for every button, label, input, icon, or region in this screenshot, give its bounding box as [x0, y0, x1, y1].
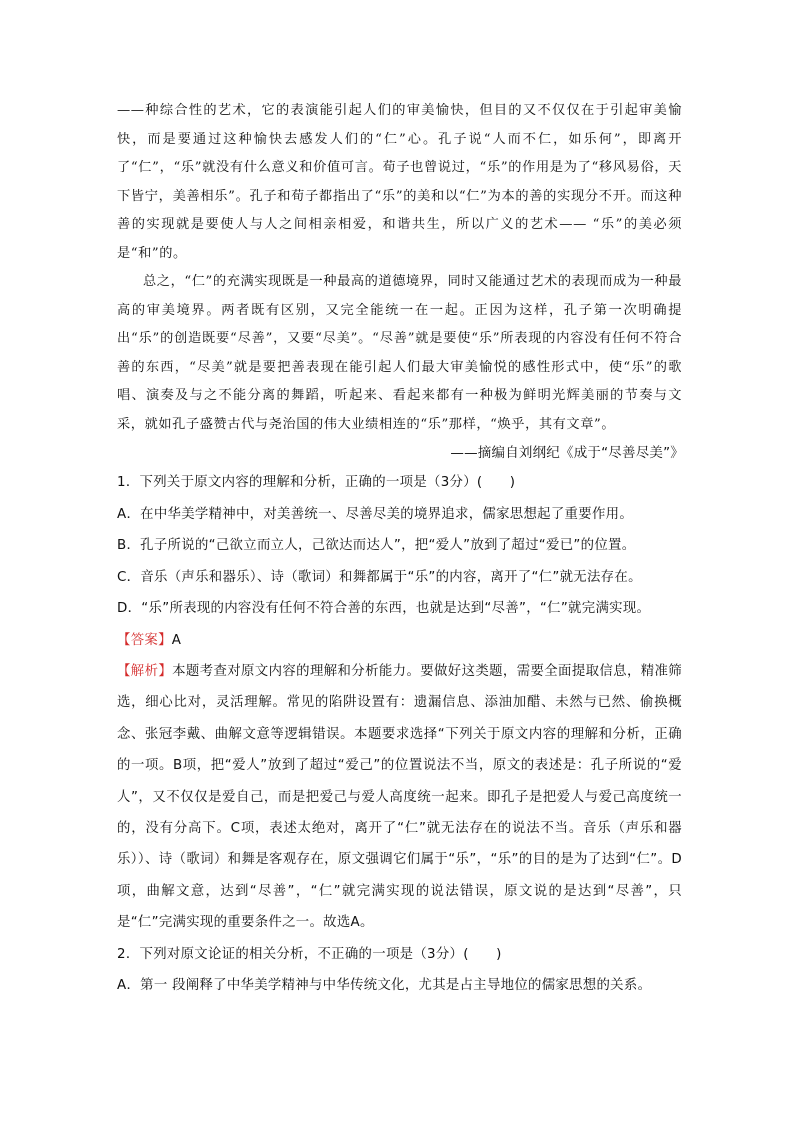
question-2-option-a: A．第一 段阐释了中华美学精神与中华传统文化，尤其是占主导地位的儒家思想的关系。: [117, 978, 652, 994]
question-1-option-a: A．在中华美学精神中，对美善统一、尽善尽美的境界追求，儒家思想起了重要作用。: [117, 506, 634, 522]
passage: [117, 97, 682, 467]
passage-paragraph-1: ——种综合性的艺术，它的表演能引起人们的审美愉快，但目的又不仅仅在于引起审美愉快，而是要通过这种愉快去感发人们的“仁”心。孔子说“人而不仁，如乐何”，即离开了“仁”，“乐”就没有什么意义和价值可言。荀子也曾说过，“乐”的作用是为了“移风易俗，天下皆宁，美善相乐”。孔子和荀子都指出了“乐”的美和以“仁”为本的善的实现分不开。而这种善的实现就是要使人与人之间相亲相爱，和谐共生，所以广义的艺术—— “乐”的美必须是“和”的。: [117, 103, 682, 261]
analysis-tag: 【解析】: [117, 664, 173, 679]
question-1: [117, 467, 682, 939]
question-2: [117, 939, 682, 1002]
question-1-analysis: [117, 656, 682, 939]
passage-paragraph-2: 总之，“仁”的充满实现既是一种最高的道德境界，同时又能通过艺术的表现而成为一种最高的审美境界。两者既有区别，又完全能统一在一起。正因为这样，孔子第一次明确提出“乐”的创造既要“尽善”，又要“尽美”。“尽善”就是要使“乐”所表现的内容没有任何不符合善的东西，“尽美”就是要把善表现在能引起人们最大审美愉悦的感性形式中，使“乐”的歌唱、演奏及与之不能分离的舞蹈，听起来、看起来都有一种极为鲜明光辉美丽的节奏与文采，就如孔子盛赞古代与尧治国的伟大业绩相连的“乐”那样，“焕乎，其有文章”。: [117, 274, 682, 432]
answer-tag: 【答案】: [117, 632, 172, 648]
question-1-option-d: D．“乐”所表现的内容没有任何不符合善的东西，也就是达到“尽善”，“仁”就完满实现。: [117, 601, 651, 616]
question-2-stem: 2．下列对原文论证的相关分析，不正确的一项是（3分）( ): [117, 946, 502, 962]
passage-attribution: ——摘编自刘纲纪《成于“尽善尽美”》: [450, 445, 684, 461]
answer-value: A: [171, 632, 182, 648]
page-content: [117, 97, 682, 1002]
question-1-option-c: C．音乐（声乐和器乐）、诗（歌词）和舞都属于“乐”的内容，离开了“仁”就无法存在。: [117, 569, 642, 585]
analysis-text: 本题考查对原文内容的理解和分析能力。要做好这类题，需要全面提取信息，精准筛选，细心比对，灵活理解。常见的陷阱设置有：遗漏信息、添油加醋、未然与已然、偷换概念、张冠李戴、曲解文意等逻辑错误。本题要求选择“下列关于原文内容的理解和分析，正确的一项。B项，把“爱人”放到了超过“爱己”的位置说法不当，原文的表述是：孔子所说的“爱人”，又不仅仅是爱自己，而是把爱己与爱人高度统一起来。即孔子是把爱人与爱己高度统一的，没有分高下。C项，表述太绝对，离开了“仁”就无法存在的说法不当。音乐（声乐和器乐））、诗（歌词）和舞是客观存在，原文强调它们属于“乐”，“乐”的目的是为了达到“仁”。D项，曲解文意，达到“尽善”，“仁”就完满实现的说法错误，原文说的是达到“尽善”，只是“仁”完满实现的重要条件之一。故选A。: [117, 664, 682, 931]
question-1-stem: 1．下列关于原文内容的理解和分析，正确的一项是（3分）( ): [117, 475, 516, 490]
question-1-answer: [117, 625, 682, 657]
question-1-option-b: B．孔子所说的“己欲立而立人，己欲达而达人”，把“爱人”放到了超过“爱已”的位置。: [117, 538, 636, 553]
